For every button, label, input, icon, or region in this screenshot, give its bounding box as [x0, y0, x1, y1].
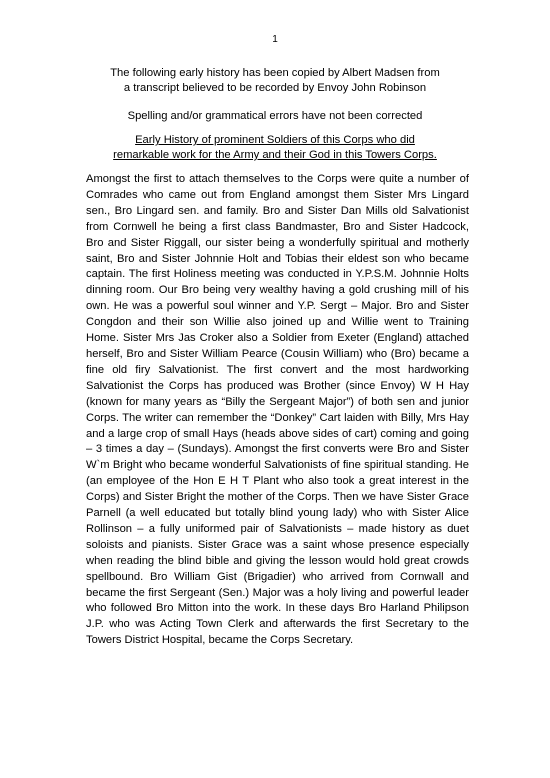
intro-line-1: The following early history has been copied by Albert Madsen from: [110, 67, 440, 79]
section-heading: [72, 133, 478, 163]
heading-line-2: remarkable work for the Army and their God in this Towers Corps.: [113, 149, 437, 161]
editorial-note: Spelling and/or grammatical errors have not been corrected: [127, 110, 423, 122]
intro-line-2: a transcript believed to be recorded by Envoy John Robinson: [123, 82, 427, 94]
intro-paragraph: [80, 66, 470, 96]
history-body-text: Amongst the first to attach themselves to the Corps were quite a number of Comrades who came out from England amongst them Sister Mrs Lingard sen., Bro Lingard sen. and family. Bro and Sister Dan Mills old Salvationist from Cornwell he being a first class Bandmaster, Bro and Sister Hadcock, Bro and Sister Riggall, our sister being a wonderfully spiritual and motherly saint, Bro and Sister Johnnie Holt and Tobias their eldest son who became captain. The first Holiness meeting was conducted in Y.P.S.M. Johnnie Holts dinning room. Our Bro being very wealthy having a gold crushing mill of his own. He was a powerful soul winner and Y.P. Sergt – Major. Bro and Sister Congdon and their son Willie also joined up and Willie went to Training Home. Sister Mrs Jas Croker also a Soldier from Exeter (England) attached herself, Bro and Sister William Pearce (Cousin William) who (Bro) became a fine old firy Salvationist. The first convert and the most hardworking Salvationist the Corps has produced was Brother (since Envoy) W H Hay (known for many years as “Billy the Sergeant Major”) of both sen and junior Corps. The writer can remember the “Donkey” Cart laiden with Billy, Mrs Hay and a large crop of small Hays (heads above sides of cart) coming and going – 3 times a day – (Sundays). Amongst the first converts were Bro and Sister W`m Bright who became wonderful Salvationists of fine spiritual standing. He (an employee of the Hon E H T Plant who also took a great interest in the Corps) and Sister Bright the mother of the Corps. Then we have Sister Grace Parnell (a well educated but totally blind young lady) who with Sister Alice Rollinson – a fully uniformed pair of Salvationists – made history as duet soloists and pianists. Sister Grace was a saint whose presence especially when reading the blind bible and giving the lesson would hold great crowds spellbound. Bro William Gist (Brigadier) who arrived from Cornwall and became the first Sergeant (Sen.) Major was a holy living and powerful leader who followed Bro Mitton into the work. In these days Bro Harland Philipson J.P. who was Acting Town Clerk and afterwards the first Secretary to the Towers District Hospital, became the Corps Secretary.: [86, 173, 469, 647]
heading-line-1: Early History of prominent Soldiers of this Corps who did: [135, 134, 415, 146]
page-number: 1: [272, 34, 278, 45]
